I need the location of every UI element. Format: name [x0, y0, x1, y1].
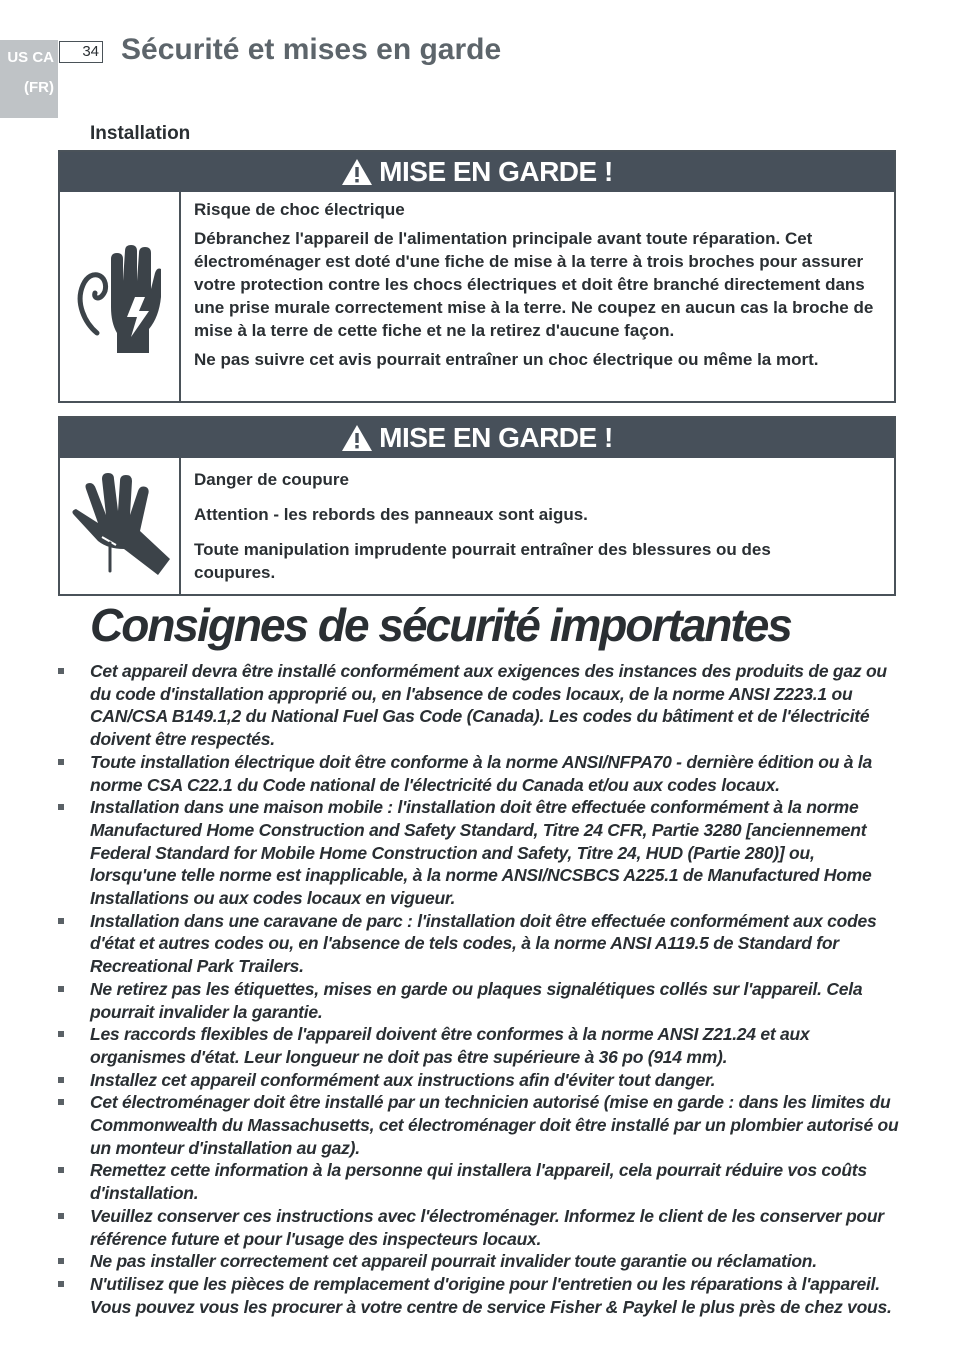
list-item: [58, 1091, 904, 1159]
warning-header: [60, 418, 894, 458]
bullet-square-icon: [58, 668, 64, 674]
warning-text: [181, 458, 808, 594]
bullet-square-icon: [58, 1281, 64, 1287]
list-item: [58, 1250, 904, 1273]
warning-title: Danger de coupure: [194, 470, 349, 489]
electric-shock-hand-icon: [75, 237, 165, 357]
list-item-text: Les raccords flexibles de l'appareil doivent être conformes à la norme ANSI Z21.24 et aux organismes d'état. Leur longueur ne doit pas être supérieure à 36 po (914 mm).: [90, 1024, 810, 1067]
warning-triangle-icon: [341, 424, 373, 452]
icon-cell: [60, 458, 181, 594]
warning-header-label: MISE EN GARDE !: [379, 422, 613, 453]
list-item-text: Installation dans une caravane de parc : l'installation doit être effectuée conformément aux codes d'état et autres codes ou, en l'absence de tels codes, à la norme ANSI A119.5 de Standard for Recreational Park Trailers.: [90, 910, 877, 977]
region-tab-line1: US CA: [7, 49, 54, 66]
warning-header: [60, 152, 894, 192]
bullet-square-icon: [58, 1213, 64, 1219]
warning-paragraph: Ne pas suivre cet avis pourrait entraîner un choc électrique ou même la mort.: [194, 350, 819, 369]
bullet-square-icon: [58, 1031, 64, 1037]
bullet-square-icon: [58, 804, 64, 810]
bullet-square-icon: [58, 1099, 64, 1105]
region-tab-line2: (FR): [24, 79, 54, 96]
cut-hand-icon: [68, 471, 172, 581]
list-item: [58, 1159, 904, 1204]
region-tab: [0, 40, 58, 118]
list-item: [58, 978, 904, 1023]
list-item-text: Installation dans une maison mobile : l'installation doit être effectuée conformément à la norme Manufactured Home Construction and Safety Standard, Titre 24 CFR, Partie 3280 [anciennement Federal Standard for Mobile Home Construction and Safety, Titre 24, HUD (Partie 280)] ou, lorsqu'une telle norme est inapplicable, à la norme ANSI/NCSBCS A225.1 de Manufactured Home Installations ou aux codes locaux en vigueur.: [90, 797, 872, 909]
safety-list: [58, 660, 904, 1318]
list-item: [58, 1069, 904, 1092]
list-item: [58, 751, 904, 796]
bullet-square-icon: [58, 986, 64, 992]
list-item: [58, 1205, 904, 1250]
list-item: [58, 1023, 904, 1068]
bullet-square-icon: [58, 1167, 64, 1173]
list-item: [58, 910, 904, 978]
bullet-square-icon: [58, 1258, 64, 1264]
list-item: [58, 660, 904, 751]
list-item-text: N'utilisez que les pièces de remplacement d'origine pour l'entretien ou les réparations à l'appareil. Vous pouvez vous les procurer à votre centre de service Fisher & Paykel le plus près de chez vous.: [90, 1273, 892, 1317]
section-label: Installation: [90, 123, 191, 144]
list-item-text: Veuillez conserver ces instructions avec l'électroménager. Informez le client de les conserver pour référence future et pour l'usage des inspecteurs locaux.: [90, 1205, 884, 1249]
bullet-square-icon: [58, 759, 64, 765]
warning-box-electric: [58, 150, 896, 403]
list-item-text: Cet électroménager doit être installé par un technicien autorisé (mise en garde : dans les limites du Commonwealth du Massachusetts, cet électroménager doit être installé par un plombier autorisé ou un monteur d'installation au gaz).: [90, 1092, 899, 1158]
warning-paragraph: Débranchez l'appareil de l'alimentation principale avant toute réparation. Cet électroménager est doté d'une fiche de mise à la terre à trois broches pour assurer votre protection contre les chocs électriques et doit être branché directement dans une prise murale correctement mise à la terre. Ne coupez en aucun cas la broche de mise à la terre de cette fiche et ne la retirez d'aucune façon.: [194, 229, 874, 340]
list-item-text: Cet appareil devra être installé conformément aux exigences des instances des produits de gaz ou du code d'installation approprié ou, en l'absence de codes locaux, de la norme ANSI Z223.1 ou CAN/CSA B149.1,2 du National Fuel Gas Code (Canada). Les codes du bâtiment et de l'électricité doivent être respectés.: [90, 661, 887, 750]
main-heading: Consignes de sécurité importantes: [90, 599, 791, 651]
list-item-text: Ne retirez pas les étiquettes, mises en garde ou plaques signalétiques collés sur l'appareil. Cela pourrait invalider la garantie.: [90, 978, 863, 1022]
bullet-square-icon: [58, 1077, 64, 1083]
list-item: [58, 1273, 904, 1318]
warning-paragraph: Toute manipulation imprudente pourrait entraîner des blessures ou des coupures.: [194, 540, 771, 582]
list-item: [58, 796, 904, 910]
list-item-text: Installez cet appareil conformément aux instructions afin d'éviter tout danger.: [90, 1069, 716, 1090]
page-title: Sécurité et mises en garde: [121, 33, 502, 66]
icon-cell: [60, 192, 181, 401]
warning-header-label: MISE EN GARDE !: [379, 156, 613, 187]
warning-title: Risque de choc électrique: [194, 200, 405, 219]
warning-text: [181, 192, 894, 401]
warning-box-cut: [58, 416, 896, 596]
list-item-text: Ne pas installer correctement cet appareil pourrait invalider toute garantie ou réclamation.: [90, 1251, 817, 1272]
warning-triangle-icon: [341, 158, 373, 186]
warning-paragraph: Attention - les rebords des panneaux sont aigus.: [194, 505, 588, 524]
page-number: 34: [59, 41, 103, 63]
list-item-text: Toute installation électrique doit être conforme à la norme ANSI/NFPA70 - dernière édition ou à la norme CSA C22.1 du Code national de l'électricité du Canada et/ou aux codes locaux.: [90, 751, 872, 795]
bullet-square-icon: [58, 918, 64, 924]
list-item-text: Remettez cette information à la personne qui installera l'appareil, cela pourrait réduire vos coûts d'installation.: [90, 1160, 867, 1204]
